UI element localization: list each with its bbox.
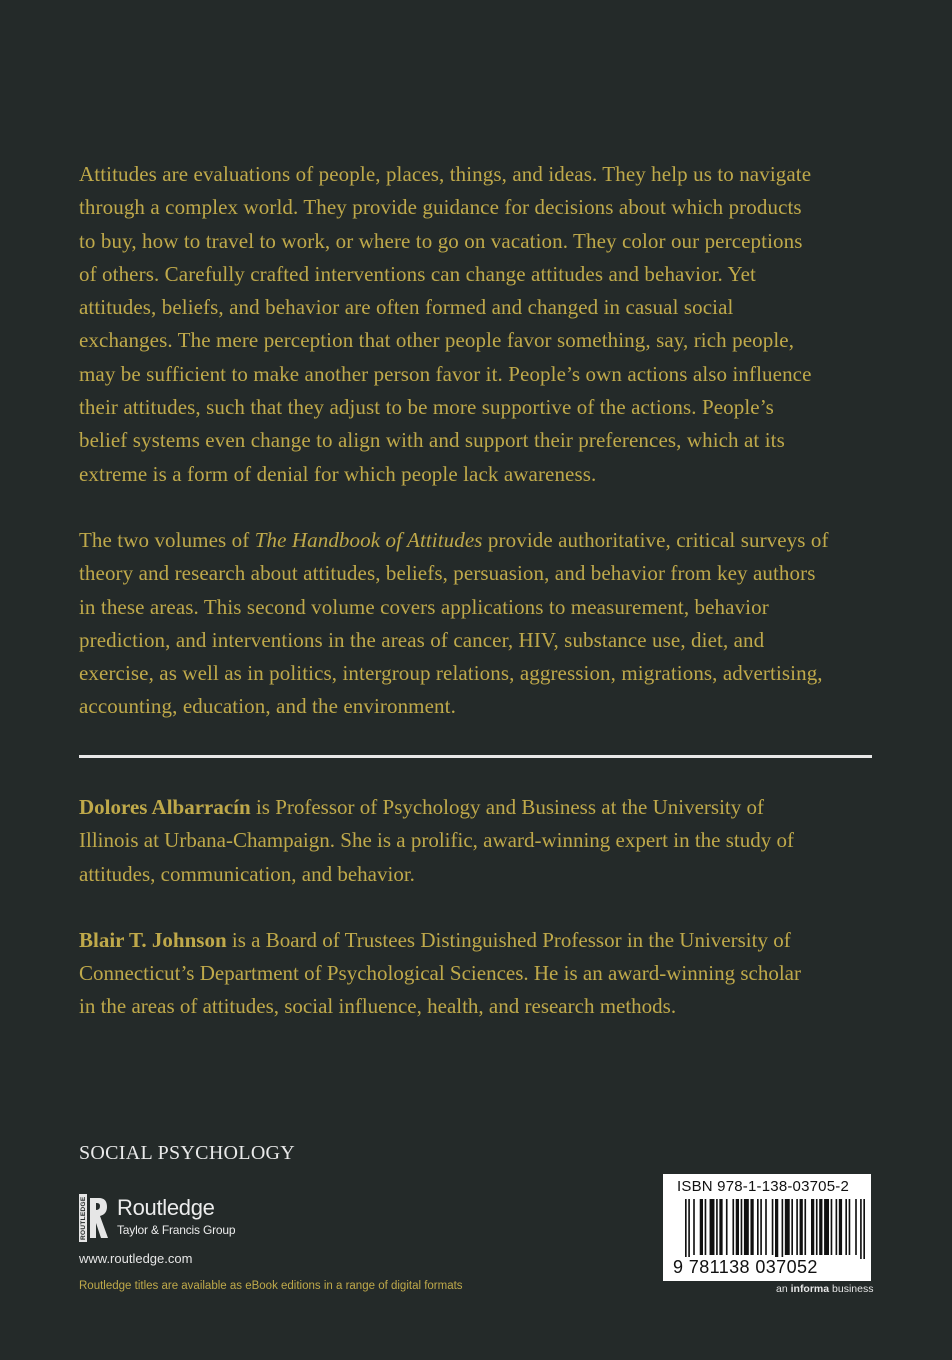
description-line: their attitudes, such that they adjust to be more supportive of the actions. People’s (79, 395, 774, 420)
barcode-bar (710, 1199, 715, 1255)
bio-text: is a Board of Trustees Distinguished Professor in the University of (226, 927, 791, 952)
description-line: accounting, education, and the environment. (79, 694, 456, 719)
barcode-bar (845, 1199, 847, 1255)
barcode-bars (685, 1199, 865, 1259)
author-bios (79, 791, 879, 1024)
barcode-bar (785, 1199, 790, 1255)
barcode-bar (716, 1199, 718, 1255)
subject-category: SOCIAL PSYCHOLOGY (79, 1142, 296, 1164)
informa-prefix: an (776, 1283, 791, 1295)
barcode-bar (760, 1199, 762, 1255)
description-line: theory and research about attitudes, beliefs, persuasion, and behavior from key authors (79, 561, 816, 586)
author-name: Blair T. Johnson (79, 927, 227, 952)
author-name: Dolores Albarracín (79, 795, 251, 819)
barcode-bar (782, 1199, 784, 1259)
description-line: attitudes, beliefs, and behavior are often formed and changed in casual social (79, 295, 734, 320)
svg-text:ROUTLEDGE: ROUTLEDGE (79, 1196, 87, 1240)
description-line (79, 524, 879, 557)
barcode-bar (791, 1199, 793, 1255)
isbn-barcode (663, 1174, 871, 1281)
barcode-bar (693, 1199, 695, 1255)
barcode-bar (775, 1199, 778, 1259)
barcode-bar (744, 1199, 749, 1255)
description-line: belief systems even change to align with and support their preferences, which at its (79, 428, 785, 453)
barcode-bar (765, 1199, 767, 1255)
informa-brand: informa (790, 1283, 830, 1295)
publisher-logo (79, 1194, 279, 1244)
description-line: in these areas. This second volume covers applications to measurement, behavior (79, 594, 769, 619)
barcode-bar (685, 1199, 687, 1259)
barcode-bar (757, 1199, 759, 1255)
bio-line: attitudes, communication, and behavior. (79, 861, 415, 886)
routledge-logo-icon (79, 1194, 109, 1242)
book-description (79, 158, 879, 724)
author-bio (79, 791, 879, 891)
barcode-bar (719, 1199, 722, 1255)
barcode-bar (855, 1199, 857, 1255)
barcode-bar (811, 1199, 814, 1255)
barcode-bar (796, 1199, 798, 1255)
barcode-bar (736, 1199, 739, 1255)
description-line: exchanges. The mere perception that other people favor something, say, rich people, (79, 328, 795, 353)
author-bio (79, 924, 879, 1024)
publisher-name: Routledge (117, 1195, 215, 1220)
publisher-group: Taylor & Francis Group (117, 1223, 236, 1237)
barcode-bar (836, 1199, 838, 1255)
barcode-digits: 9 781138 037052 (673, 1257, 818, 1277)
bio-line (79, 791, 879, 824)
barcode-bar (688, 1199, 690, 1259)
book-title: The Handbook of Attitudes (254, 527, 483, 552)
description-line: may be sufficient to make another person favor it. People’s own actions also influence (79, 361, 812, 386)
description-line: through a complex world. They provide guidance for decisions about which products (79, 195, 802, 220)
informa-note (776, 1283, 873, 1295)
description-line: to buy, how to travel to work, or where to go on vacation. They color our perceptions (79, 228, 803, 253)
description-text: The two volumes of (79, 527, 255, 552)
barcode-bar (824, 1199, 829, 1255)
barcode-bar (700, 1199, 703, 1255)
bio-text: is Professor of Psychology and Business at the University of (250, 795, 764, 819)
barcode-bar (772, 1199, 774, 1255)
barcode-bar (860, 1199, 862, 1259)
barcode-bar (732, 1199, 734, 1255)
bio-line: in the areas of attitudes, social influence, health, and research methods. (79, 994, 677, 1019)
barcode-bar (800, 1199, 803, 1255)
bio-line (79, 924, 879, 957)
description-line: exercise, as well as in politics, intergroup relations, aggression, migrations, advertising, (79, 661, 823, 686)
barcode-bar (816, 1199, 818, 1255)
barcode-bar (741, 1199, 743, 1255)
publisher-website: www.routledge.com (79, 1251, 193, 1266)
description-line: of others. Carefully crafted interventions can change attitudes and behavior. Yet (79, 261, 756, 286)
description-text: provide authoritative, critical surveys of (482, 527, 829, 552)
barcode-bar (831, 1199, 833, 1255)
isbn-label: ISBN 978-1-138-03705-2 (677, 1178, 850, 1195)
bio-line: Connecticut’s Department of Psychological Sciences. He is an award-winning scholar (79, 961, 801, 986)
description-line: prediction, and interventions in the areas of cancer, HIV, substance use, diet, and (79, 627, 765, 652)
barcode-bar (863, 1199, 865, 1259)
ebook-note: Routledge titles are available as eBook editions in a range of digital formats (79, 1280, 463, 1292)
description-line: extreme is a form of denial for which people lack awareness. (79, 461, 597, 486)
barcode-bar (804, 1199, 806, 1255)
barcode-bar (726, 1199, 728, 1255)
description-line: Attitudes are evaluations of people, places, things, and ideas. They help us to navigate (79, 162, 812, 186)
barcode-bar (819, 1199, 822, 1255)
informa-suffix: business (829, 1283, 874, 1295)
barcode-bar (705, 1199, 707, 1255)
barcode-bar (849, 1199, 851, 1255)
divider-rule (79, 755, 872, 758)
bio-line: Illinois at Urbana-Champaign. She is a prolific, award-winning expert in the study of (79, 828, 794, 853)
barcode-bar (839, 1199, 842, 1255)
barcode-bar (750, 1199, 753, 1255)
